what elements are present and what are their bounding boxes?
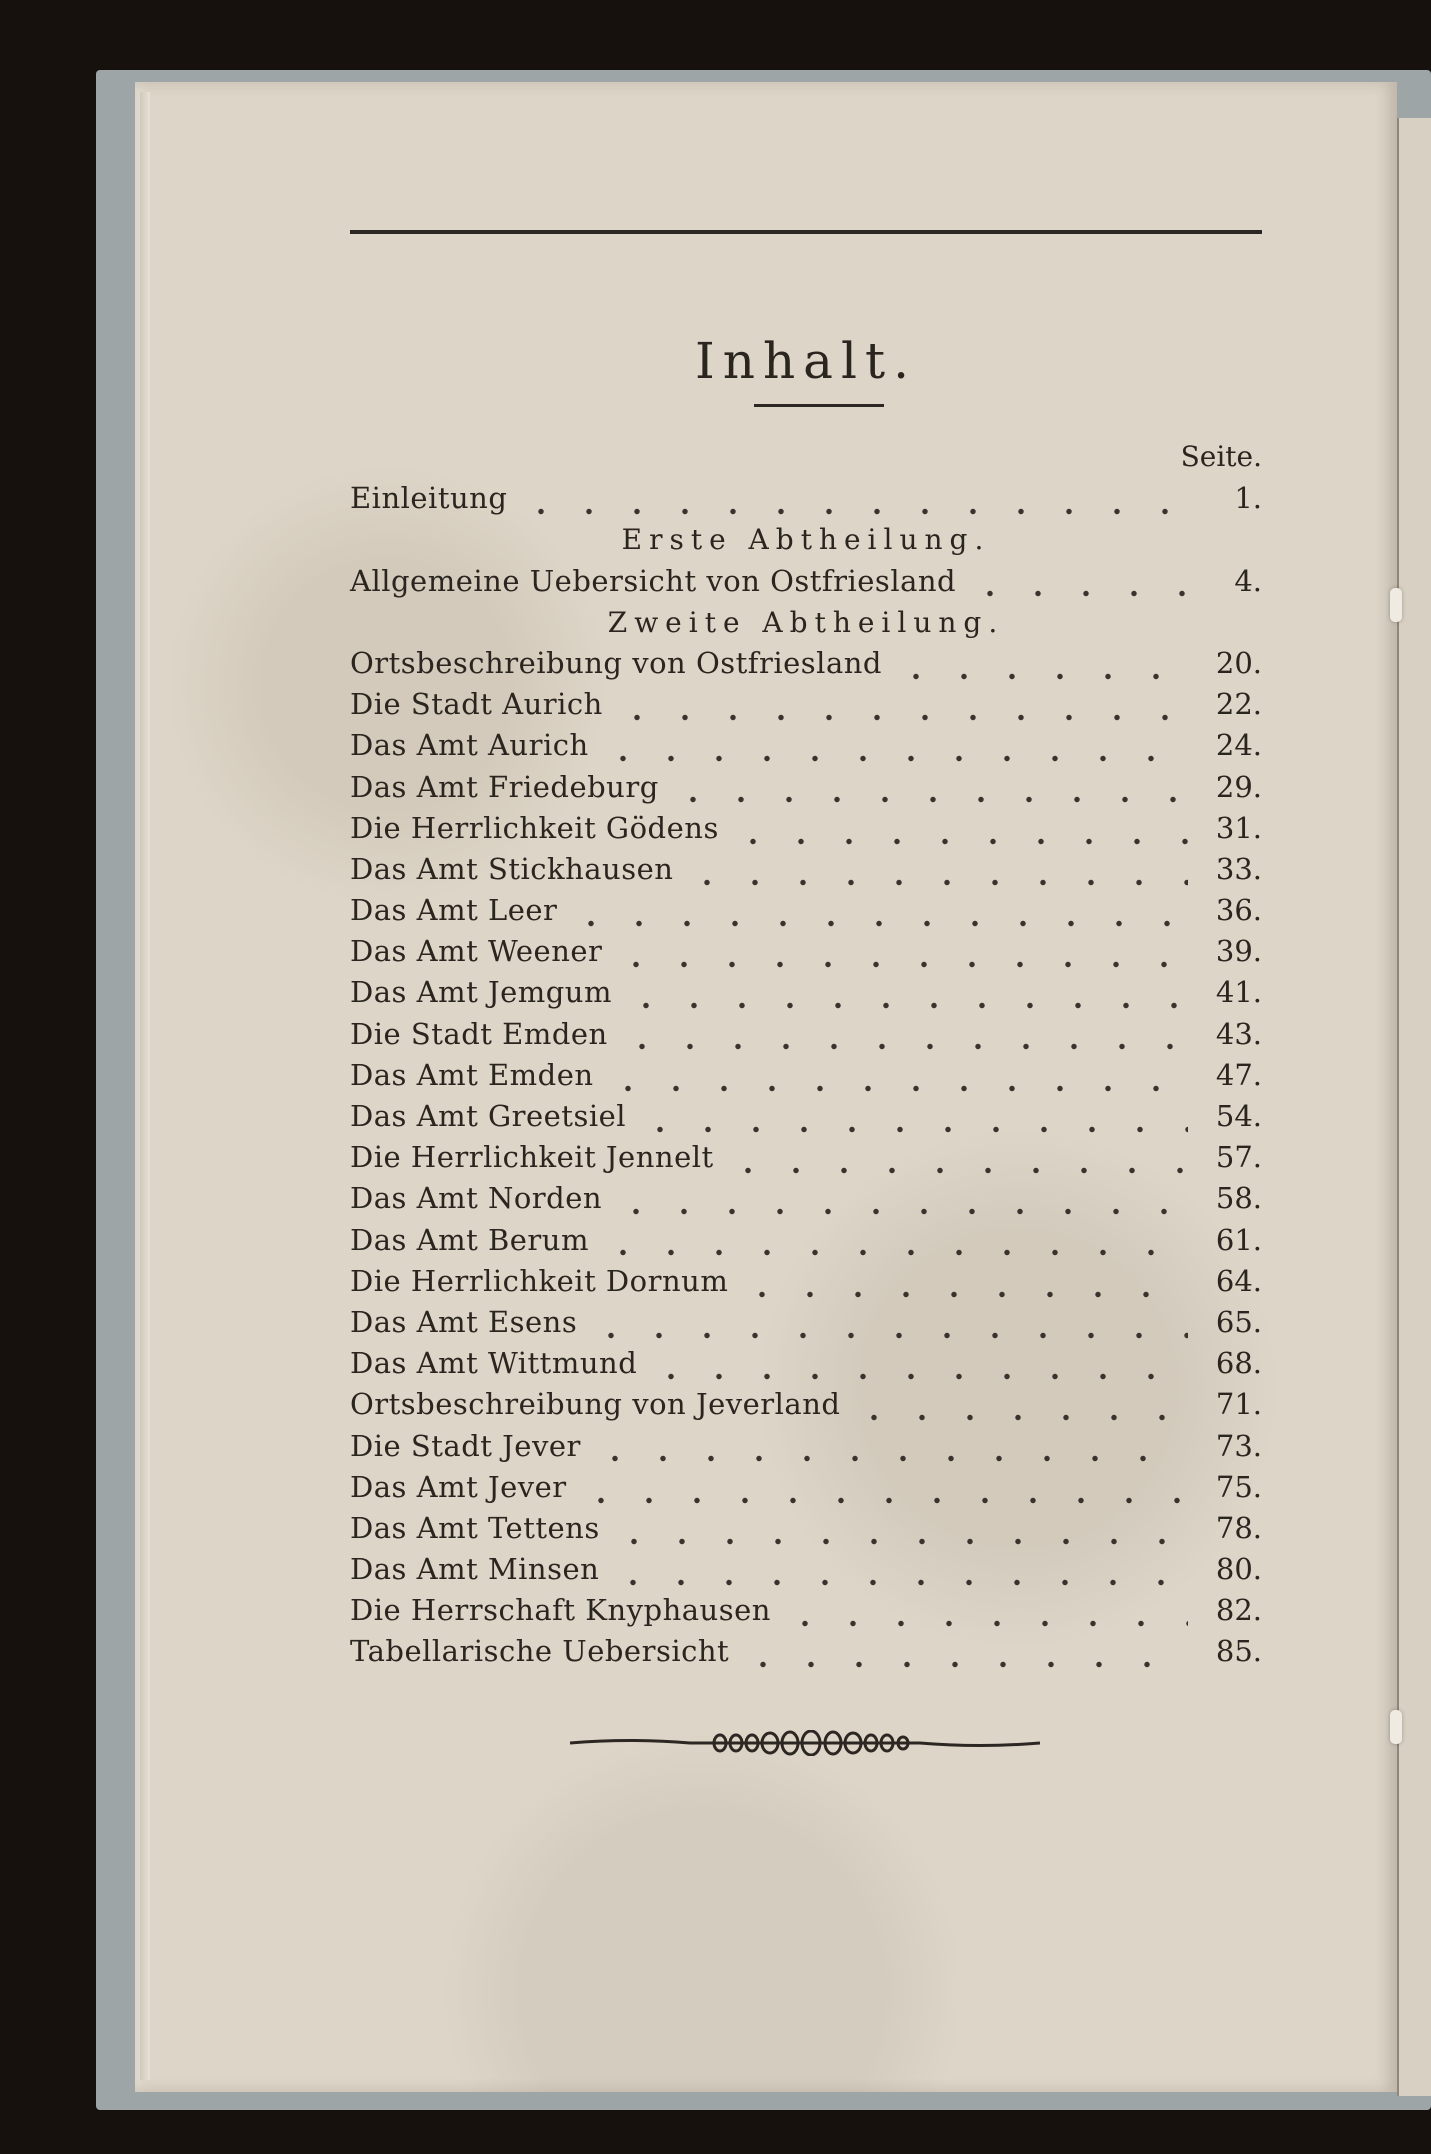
- toc-entry-title: Das Amt Norden: [350, 1181, 603, 1216]
- toc-entry: [350, 643, 1262, 684]
- dot-leader: [850, 1384, 1188, 1425]
- toc-entry-page-number: 36.: [1215, 893, 1262, 928]
- toc-entry: [350, 849, 1262, 890]
- toc-entry-title: Die Stadt Emden: [350, 1016, 608, 1051]
- dot-leader: [612, 931, 1188, 972]
- dot-leader: [577, 1467, 1188, 1508]
- toc-entry-title: Die Herrlichkeit Dornum: [350, 1263, 729, 1298]
- toc-entry-page-number: 22.: [1215, 687, 1262, 722]
- toc-entry: [350, 808, 1262, 849]
- dot-leader: [724, 1137, 1188, 1178]
- toc-entry-page-number: 80.: [1215, 1552, 1262, 1587]
- toc-entry-title: Das Amt Leer: [350, 893, 558, 928]
- toc-entry: [350, 1590, 1262, 1631]
- toc-entry: [350, 725, 1262, 766]
- toc-entry: [350, 1343, 1262, 1384]
- dot-leader: [599, 1219, 1188, 1260]
- dot-leader: [609, 1549, 1188, 1590]
- toc-entry: [350, 478, 1262, 519]
- section-heading: Erste Abtheilung.: [621, 523, 991, 557]
- toc-entry-page-number: 68.: [1215, 1346, 1262, 1381]
- binding-stitch: [1390, 1710, 1402, 1744]
- toc-entry-title: Einleitung: [350, 481, 508, 516]
- toc-entry: [350, 1096, 1262, 1137]
- toc-entry-title: Das Amt Esens: [350, 1304, 578, 1339]
- dot-leader: [683, 849, 1188, 890]
- toc-entry-page-number: 33.: [1215, 851, 1262, 886]
- toc-entry: [350, 1384, 1262, 1425]
- toc-entry-page-number: 41.: [1215, 975, 1262, 1010]
- toc-entry-page-number: 85.: [1215, 1634, 1262, 1669]
- header-rule: [350, 230, 1262, 234]
- toc-entry: [350, 684, 1262, 725]
- toc-entry-title: Tabellarische Uebersicht: [350, 1634, 730, 1669]
- toc-entry-page-number: 47.: [1215, 1057, 1262, 1092]
- dot-leader: [966, 560, 1188, 601]
- toc-entry-title: Das Amt Emden: [350, 1057, 594, 1092]
- page-title: Inhalt.: [695, 332, 917, 390]
- toc-entry-page-number: 73.: [1215, 1428, 1262, 1463]
- toc-entry-page-number: 24.: [1215, 728, 1262, 763]
- dot-leader: [610, 1508, 1188, 1549]
- toc-entry-title: Das Amt Tettens: [350, 1510, 600, 1545]
- dot-leader: [591, 1425, 1188, 1466]
- toc-entry: [350, 1219, 1262, 1260]
- toc-entry: [350, 1508, 1262, 1549]
- closing-ornament: [570, 1730, 1040, 1756]
- toc-entry: [350, 1055, 1262, 1096]
- toc-entry: [350, 1549, 1262, 1590]
- toc-entry-page-number: 39.: [1215, 934, 1262, 969]
- toc-entry: [350, 1013, 1262, 1054]
- dot-leader: [604, 1055, 1188, 1096]
- toc-entry-title: Das Amt Greetsiel: [350, 1099, 627, 1133]
- toc-entry-title: Die Herrlichkeit Gödens: [350, 810, 719, 845]
- toc-entry-page-number: 75.: [1215, 1469, 1262, 1504]
- section-heading: Zweite Abtheilung.: [607, 605, 1005, 639]
- toc-entry-title: Das Amt Aurich: [350, 728, 589, 763]
- toc-entry-page-number: 43.: [1215, 1016, 1262, 1051]
- toc-entry-page-number: 64.: [1215, 1263, 1262, 1298]
- toc-entry-page-number: 54.: [1215, 1099, 1262, 1133]
- dot-leader: [517, 478, 1188, 519]
- toc-entry: [350, 890, 1262, 931]
- binding-stitch: [1390, 588, 1402, 622]
- toc-entry-title: Das Amt Jever: [350, 1469, 567, 1504]
- toc-entry-title: Das Amt Weener: [350, 934, 603, 969]
- dot-leader: [599, 725, 1188, 766]
- toc-entry-page-number: 31.: [1215, 810, 1262, 845]
- toc-entry-page-number: 58.: [1215, 1181, 1262, 1216]
- dot-leader: [647, 1343, 1188, 1384]
- toc-entry-page-number: 82.: [1215, 1593, 1262, 1628]
- dot-leader: [636, 1096, 1188, 1137]
- toc-entry: [350, 1137, 1262, 1178]
- toc-entry-title: Die Herrlichkeit Jennelt: [350, 1140, 714, 1175]
- dot-leader: [669, 766, 1188, 807]
- toc-entry-page-number: 4.: [1234, 563, 1262, 598]
- facing-page-edge: [1397, 118, 1431, 2096]
- dot-leader: [739, 1631, 1188, 1672]
- toc-entry: [350, 1631, 1262, 1672]
- toc-entry-page-number: 20.: [1215, 645, 1262, 680]
- toc-entry: [350, 766, 1262, 807]
- dot-leader: [738, 1261, 1188, 1302]
- toc-entry: [350, 1425, 1262, 1466]
- dot-leader: [612, 1178, 1188, 1219]
- toc-entry: [350, 1178, 1262, 1219]
- toc-entry-title: Allgemeine Uebersicht von Ostfriesland: [350, 563, 957, 598]
- dot-leader: [618, 1013, 1188, 1054]
- toc-entry-page-number: 29.: [1215, 769, 1262, 804]
- toc-entry-page-number: 1.: [1234, 481, 1262, 516]
- toc-entry: [350, 931, 1262, 972]
- toc-entry-title: Das Amt Berum: [350, 1222, 589, 1257]
- toc-entry: [350, 972, 1262, 1013]
- toc-entry: [350, 560, 1262, 601]
- toc-entry-title: Das Amt Minsen: [350, 1552, 600, 1587]
- toc-entry-page-number: 78.: [1215, 1510, 1262, 1545]
- dot-leader: [729, 808, 1188, 849]
- toc-entry-title: Das Amt Jemgum: [350, 975, 612, 1010]
- toc-entry-title: Ortsbeschreibung von Jeverland: [350, 1387, 841, 1422]
- toc-entry-title: Ortsbeschreibung von Ostfriesland: [350, 645, 882, 680]
- toc-entry: [350, 1467, 1262, 1508]
- page-column-heading: Seite.: [1180, 440, 1262, 473]
- toc-entry-title: Die Stadt Aurich: [350, 687, 603, 722]
- dot-leader: [622, 972, 1188, 1013]
- toc-entry-page-number: 65.: [1215, 1304, 1262, 1339]
- dot-leader: [892, 643, 1188, 684]
- toc-entry-page-number: 57.: [1215, 1140, 1262, 1175]
- title-underline: [754, 404, 884, 407]
- toc-entry-page-number: 61.: [1215, 1222, 1262, 1257]
- toc-entry-title: Die Stadt Jever: [350, 1428, 581, 1463]
- toc-list: [350, 478, 1262, 1672]
- toc-entry-title: Das Amt Friedeburg: [350, 769, 659, 804]
- dot-leader: [613, 684, 1188, 725]
- toc-entry-title: Das Amt Wittmund: [350, 1346, 638, 1381]
- toc-entry: [350, 1302, 1262, 1343]
- dot-leader: [781, 1590, 1188, 1631]
- page-gutter: [140, 92, 150, 2080]
- toc-entry-page-number: 71.: [1215, 1387, 1262, 1422]
- dot-leader: [567, 890, 1188, 931]
- toc-entry: [350, 1261, 1262, 1302]
- toc-entry-title: Die Herrschaft Knyphausen: [350, 1593, 771, 1628]
- dot-leader: [587, 1302, 1188, 1343]
- toc-entry-title: Das Amt Stickhausen: [350, 851, 674, 886]
